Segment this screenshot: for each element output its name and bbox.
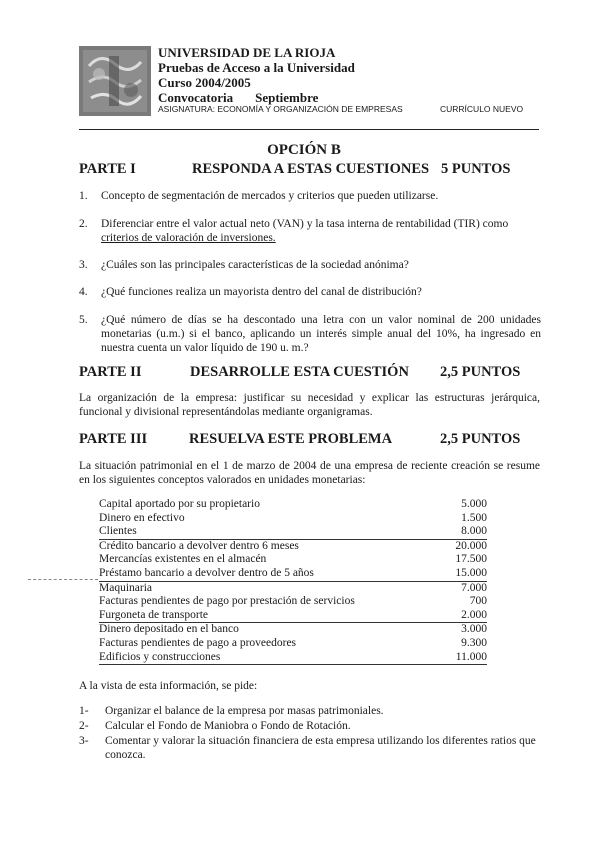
question-number: 5.: [79, 314, 88, 326]
table-row: [99, 651, 487, 665]
value-cell: 15.000: [444, 567, 487, 581]
concept-cell: Facturas pendientes de pago por prestación de servicios: [99, 595, 355, 608]
task-text: Organizar el balance de la empresa por masas patrimoniales.: [105, 705, 384, 717]
question-number: 1.: [79, 190, 88, 202]
value-cell: 7.000: [461, 581, 487, 594]
question-text: ¿Qué funciones realiza un mayorista dentro del canal de distribución?: [101, 286, 422, 298]
task-number: 2-: [79, 720, 89, 732]
concept-cell: Facturas pendientes de pago a proveedores: [99, 636, 297, 649]
task-text: Calcular el Fondo de Maniobra o Fondo de Rotación.: [105, 720, 351, 732]
university-seal-icon: [79, 46, 151, 116]
table-row: [99, 539, 487, 553]
part2-label: PARTE II: [79, 364, 142, 380]
convocatoria-value: Septiembre: [255, 90, 319, 105]
question-number: 2.: [79, 218, 88, 230]
concept-cell: Dinero en efectivo: [99, 511, 185, 524]
subject-line: ASIGNATURA: ECONOMÍA Y ORGANIZACIÓN DE EMPRESAS: [158, 104, 403, 114]
curriculum-label: CURRÍCULO NUEVO: [440, 104, 524, 114]
value-cell: 8.000: [444, 525, 487, 539]
value-cell: 9.300: [461, 636, 487, 649]
concept-cell: Mercancías existentes en el almacén: [99, 553, 267, 566]
task-number: 3-: [79, 735, 89, 747]
value-cell: 2.000: [444, 609, 487, 623]
concept-cell: Clientes: [99, 525, 444, 539]
table-row: [99, 512, 487, 526]
question-text: ¿Cuáles son las principales características de la sociedad anónima?: [101, 259, 409, 271]
part2-text: La organización de la empresa: justificar su necesidad y explicar las estructuras jerárquica, funcional y divisional representándolas mediante organigramas.: [79, 392, 540, 418]
course-year: Curso 2004/2005: [158, 75, 251, 90]
table-row: [99, 595, 487, 609]
question-text: ¿Qué número de días se ha descontado una letra con un valor nominal de 200 unidades monetarias (u.m.) si el banco, aplicando un interés simple anual del 10%, ha ingresado en nuestra cuenta un valor líquido de 190 u. m.?: [101, 314, 541, 354]
value-cell: 11.000: [444, 651, 487, 665]
balance-table: [99, 498, 487, 665]
question-text-line1: Diferenciar entre el valor actual neto (VAN) y la tasa interna de rentabilidad (TIR) como: [101, 218, 509, 230]
part1-label: PARTE I: [79, 161, 136, 177]
table-row: [99, 623, 487, 637]
concept-cell: Préstamo bancario a devolver dentro de 5 años: [99, 567, 444, 581]
task-text: Comentar y valorar la situación financiera de esta empresa utilizando los diferentes ratios que conozca.: [105, 735, 536, 761]
part3-intro: La situación patrimonial en el 1 de marzo de 2004 de una empresa de reciente creación se resume en los siguientes conceptos valorados en unidades monetarias:: [79, 460, 540, 486]
question-text: Concepto de segmentación de mercados y criterios que pueden utilizarse.: [101, 190, 439, 202]
table-row: [99, 581, 487, 595]
table-row: [99, 567, 487, 581]
question-text-line2: criterios de valoración de inversiones.: [101, 232, 276, 244]
option-title: OPCIÓN B: [267, 142, 341, 158]
header-divider: [79, 129, 539, 130]
question-number: 4.: [79, 286, 88, 298]
question-number: 3.: [79, 259, 88, 271]
part3-label: PARTE III: [79, 431, 148, 447]
value-cell: 1.500: [461, 511, 487, 524]
question-text: [101, 217, 541, 245]
value-cell: 20.000: [455, 539, 487, 552]
exam-name: Pruebas de Acceso a la Universidad: [158, 60, 355, 75]
part3-points: 2,5 PUNTOS: [440, 431, 521, 447]
concept-cell: Furgoneta de transporte: [99, 609, 444, 623]
part1-points: 5 PUNTOS: [441, 161, 511, 177]
scan-mark: [28, 579, 98, 580]
table-row: [99, 553, 487, 567]
concept-cell: Capital aportado por su propietario: [99, 498, 260, 510]
value-cell: 5.000: [461, 498, 487, 510]
task-number: 1-: [79, 705, 89, 717]
concept-cell: Dinero depositado en el banco: [99, 623, 239, 636]
concept-cell: Maquinaria: [99, 581, 153, 594]
table-row: [99, 609, 487, 623]
concept-cell: Crédito bancario a devolver dentro 6 meses: [99, 539, 299, 552]
table-row: [99, 637, 487, 651]
university-name: UNIVERSIDAD DE LA RIOJA: [158, 45, 336, 60]
value-cell: 700: [469, 595, 487, 608]
table-row: [99, 525, 487, 539]
concept-cell: Edificios y construcciones: [99, 651, 444, 665]
table-row: [99, 498, 487, 512]
value-cell: 3.000: [461, 623, 487, 636]
value-cell: 17.500: [455, 553, 487, 566]
prompt-text: A la vista de esta información, se pide:: [79, 680, 258, 692]
part1-heading: RESPONDA A ESTAS CUESTIONES: [192, 161, 430, 177]
part3-heading: RESUELVA ESTE PROBLEMA: [189, 431, 393, 447]
part2-points: 2,5 PUNTOS: [440, 364, 521, 380]
part2-heading: DESARROLLE ESTA CUESTIÓN: [190, 364, 409, 380]
convocatoria-label: Convocatoria: [158, 90, 234, 105]
